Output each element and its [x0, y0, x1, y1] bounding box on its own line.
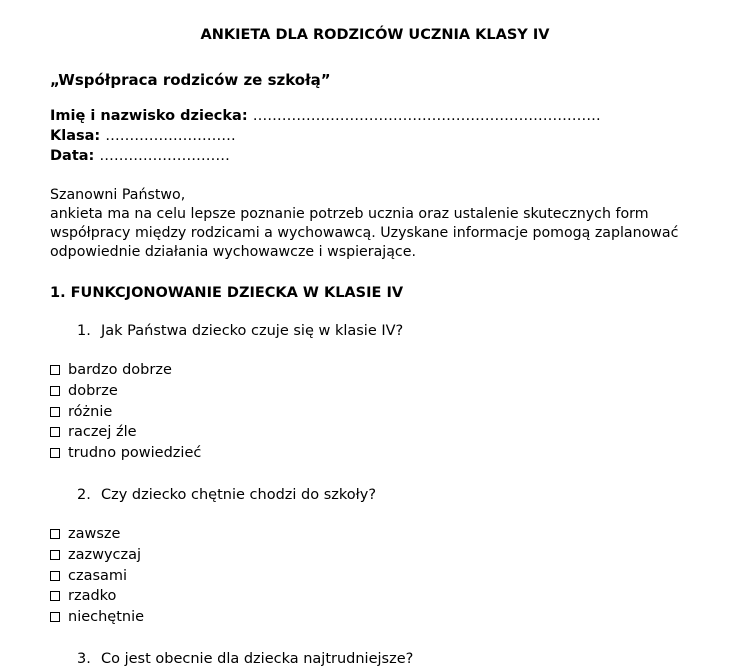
checkbox[interactable]: [50, 407, 60, 417]
option-label: rzadko: [68, 588, 117, 605]
option-row[interactable]: [50, 360, 201, 381]
option-row[interactable]: [50, 443, 201, 464]
checkbox[interactable]: [50, 612, 60, 622]
checkbox[interactable]: [50, 550, 60, 560]
checkbox[interactable]: [50, 448, 60, 458]
option-row[interactable]: [50, 545, 144, 566]
checkbox[interactable]: [50, 571, 60, 581]
checkbox[interactable]: [50, 427, 60, 437]
question-3: [77, 651, 413, 667]
intro-line-1: ankieta ma na celu lepsze poznanie potrzeb ucznia oraz ustalenie skutecznych form: [50, 206, 649, 222]
date-field[interactable]: [50, 146, 601, 166]
checkbox[interactable]: [50, 386, 60, 396]
question-number: 3.: [77, 651, 91, 667]
option-label: różnie: [68, 403, 113, 420]
option-row[interactable]: [50, 524, 144, 545]
question-text: Co jest obecnie dla dziecka najtrudniejsze?: [101, 651, 414, 667]
intro-line-3: odpowiednie działania wychowawcze i wspierające.: [50, 244, 416, 260]
intro-line-2: współpracy między rodzicami a wychowawcą. Uzyskane informacje pomogą zaplanować: [50, 225, 679, 241]
class-label: Klasa:: [50, 128, 106, 144]
question-1-options: [50, 360, 201, 464]
question-2-options: [50, 524, 144, 628]
greeting: Szanowni Państwo,: [50, 187, 186, 203]
question-text: Jak Państwa dziecko czuje się w klasie IV?: [101, 323, 404, 339]
checkbox[interactable]: [50, 591, 60, 601]
option-label: zawsze: [68, 526, 121, 542]
option-row[interactable]: [50, 586, 144, 607]
question-text: Czy dziecko chętnie chodzi do szkoły?: [101, 487, 377, 503]
checkbox[interactable]: [50, 365, 60, 375]
child-name-field[interactable]: [50, 106, 601, 126]
section-heading: 1. FUNKCJONOWANIE DZIECKA W KLASIE IV: [50, 285, 404, 301]
question-number: 2.: [77, 487, 91, 503]
option-row[interactable]: [50, 566, 144, 587]
date-blank[interactable]: ………………………: [99, 148, 230, 164]
option-row[interactable]: [50, 607, 144, 628]
option-row[interactable]: [50, 422, 201, 443]
option-label: niechętnie: [68, 609, 145, 626]
child-name-label: Imię i nazwisko dziecka:: [50, 108, 253, 124]
option-label: czasami: [68, 567, 128, 584]
option-label: bardzo dobrze: [68, 362, 172, 378]
intro-text: [50, 186, 678, 262]
option-label: trudno powiedzieć: [68, 445, 202, 462]
question-number: 1.: [77, 323, 91, 339]
option-label: zazwyczaj: [68, 546, 142, 563]
question-2: [77, 487, 376, 503]
document-title: ANKIETA DLA RODZICÓW UCZNIA KLASY IV: [200, 27, 550, 43]
option-label: dobrze: [68, 382, 118, 399]
question-1: [77, 323, 403, 339]
option-row[interactable]: [50, 402, 201, 423]
class-blank[interactable]: ………………………: [105, 128, 236, 144]
student-info-fields: [50, 106, 601, 166]
option-label: raczej źle: [68, 424, 137, 441]
checkbox[interactable]: [50, 529, 60, 539]
date-label: Data:: [50, 148, 100, 164]
child-name-blank[interactable]: ………………………………………………………………: [252, 108, 601, 124]
class-field[interactable]: [50, 126, 601, 146]
option-row[interactable]: [50, 381, 201, 402]
document-subtitle: „Współpraca rodziców ze szkołą”: [50, 71, 331, 89]
